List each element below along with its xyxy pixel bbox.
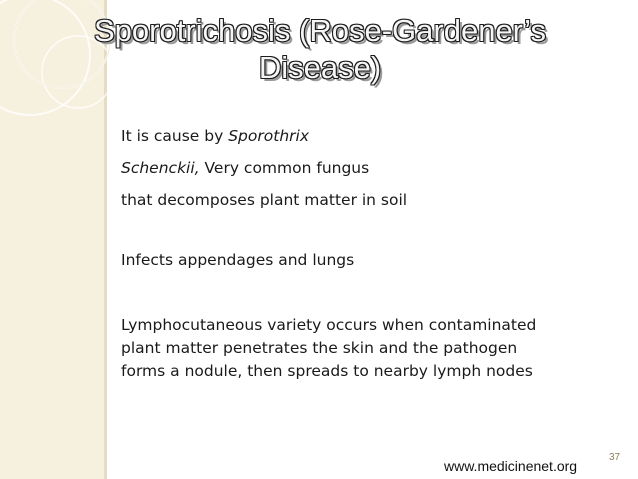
title-line-2: Disease) [258, 50, 382, 85]
bullet-line [121, 152, 407, 184]
organism-name-genus: Sporothrix [228, 127, 309, 145]
bullet-line: Lymphocutaneous variety occurs when contaminated [121, 316, 537, 334]
bullet-text: Infects appendages and lungs [121, 251, 355, 269]
source-credit: www.medicinenet.org [444, 458, 578, 474]
bullet-text-plain: Very common fungus [199, 159, 370, 177]
title-line-1: Sporotrichosis (Rose-Gardener’s [94, 13, 546, 48]
bullet-item-lymphocutaneous [103, 314, 536, 383]
bullet-item-infects [103, 244, 354, 276]
organism-name-species: Schenckii, [121, 159, 200, 177]
page-number: 37 [609, 452, 621, 463]
bullet-text [121, 314, 536, 383]
bullet-item-cause [103, 120, 407, 216]
bullet-line: plant matter penetrates the skin and the pathogen [121, 339, 518, 357]
slide-title [40, 12, 600, 86]
bullet-line: forms a nodule, then spreads to nearby lymph nodes [121, 362, 533, 380]
bullet-line [121, 120, 407, 152]
bullet-text-plain: It is cause by [121, 127, 229, 145]
bullet-text [121, 120, 407, 216]
bullet-line: that decomposes plant matter in soil [121, 191, 408, 209]
